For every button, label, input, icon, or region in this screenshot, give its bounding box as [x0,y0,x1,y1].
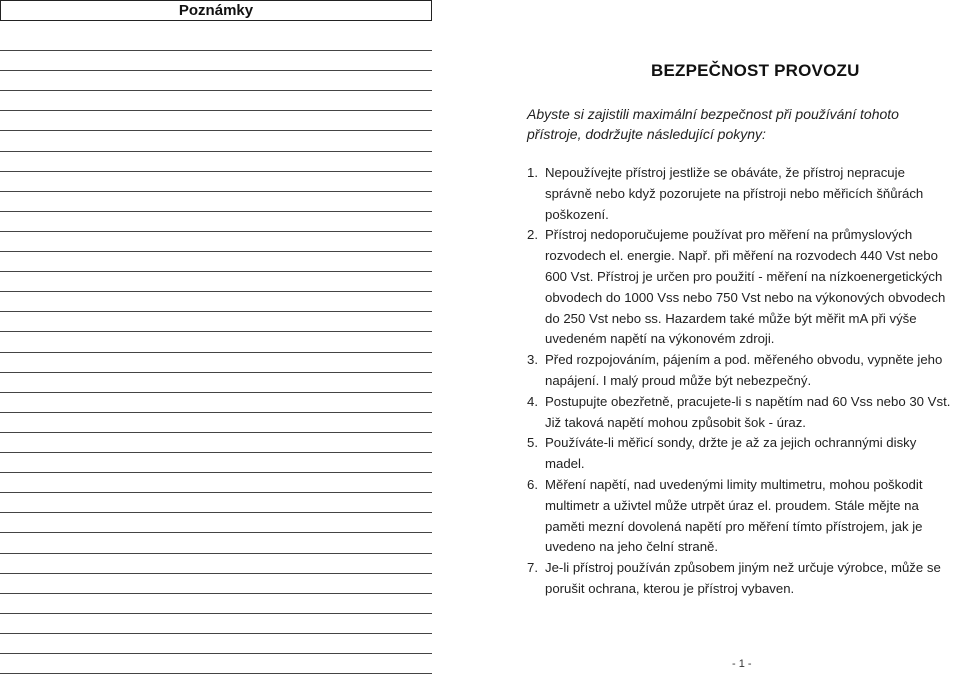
note-line [0,472,432,473]
note-line [0,613,432,614]
note-line [0,110,432,111]
notes-header: Poznámky [0,0,432,21]
page-number: - 1 - [732,658,752,670]
note-line [0,573,432,574]
note-line [0,633,432,634]
item-text: Používáte-li měřicí sondy, držte je až za jejich ochrannými disky madel. [545,435,917,472]
note-line [0,291,432,292]
list-item [527,475,952,558]
note-line [0,171,432,172]
note-line [0,593,432,594]
note-line [0,311,432,312]
intro-paragraph: Abyste si zajistili maximální bezpečnost při používání tohoto přístroje, dodržujte následující pokyny: [527,106,899,142]
item-text: Měření napětí, nad uvedenými limity multimetru, mohou poškodit multimetr a uživtel může utrpět úraz el. proudem. Stále mějte na paměti mezní dovolená napětí pro měření tímto přístrojem, jak je uvedeno na jeho čelní straně. [545,476,923,555]
list-item [527,225,952,350]
note-line [0,553,432,554]
item-number: 6. [527,476,538,492]
note-line [0,70,432,71]
list-item [527,558,952,600]
note-line [0,231,432,232]
note-line [0,372,432,373]
item-text: Je-li přístroj používán způsobem jiným než určuje výrobce, může se porušit ochrana, kterou je přístroj vybaven. [545,560,941,596]
list-item [527,350,952,392]
note-line [0,90,432,91]
note-line [0,512,432,513]
list-item [527,433,952,475]
note-line [0,271,432,272]
item-number: 7. [527,560,538,576]
item-number: 4. [527,393,538,409]
note-line [0,151,432,152]
item-number: 5. [527,435,538,451]
note-line [0,130,432,131]
list-item [527,392,952,434]
item-number: 2. [527,227,538,243]
note-line [0,532,432,533]
note-line [0,331,432,332]
note-line [0,251,432,252]
note-line [0,352,432,353]
note-line [0,653,432,654]
note-line [0,211,432,212]
note-line [0,452,432,453]
item-number: 1. [527,165,538,180]
safety-list [527,163,952,600]
section-title: BEZPEČNOST PROVOZU [651,61,860,80]
item-text: Přístroj nedoporučujeme používat pro měření na průmyslových rozvodech el. energie. Např. při měření na rozvodech 440 Vst nebo 600 Vst. Přístroj je určen pro použití - měření na nízkoenergetických obvodech do 1000 Vss nebo 750 Vst nebo na výkonových obvodech do 250 Vst nebo ss. Hazardem také může být měřit mA při výše uvedeném napětí na výkonovém zdroji. [545,227,946,347]
note-line [0,412,432,413]
note-line [0,50,432,51]
item-number: 3. [527,352,538,368]
note-line [0,191,432,192]
note-line [0,492,432,493]
note-line [0,432,432,433]
item-text: Postupujte obezřetně, pracujete-li s napětím nad 60 Vss nebo 30 Vst. Již taková napětí mohou způsobit šok - úraz. [545,393,951,430]
item-text: Před rozpojováním, pájením a pod. měřeného obvodu, vypněte jeho napájení. I malý proud může být nebezpečný. [545,352,943,388]
note-line [0,392,432,393]
list-item [527,163,952,225]
item-text: Nepoužívejte přístroj jestliže se obáváte, že přístroj nepracuje správně nebo když pozorujete na přístroji nebo měřicích šňůrách poškození. [545,165,924,222]
